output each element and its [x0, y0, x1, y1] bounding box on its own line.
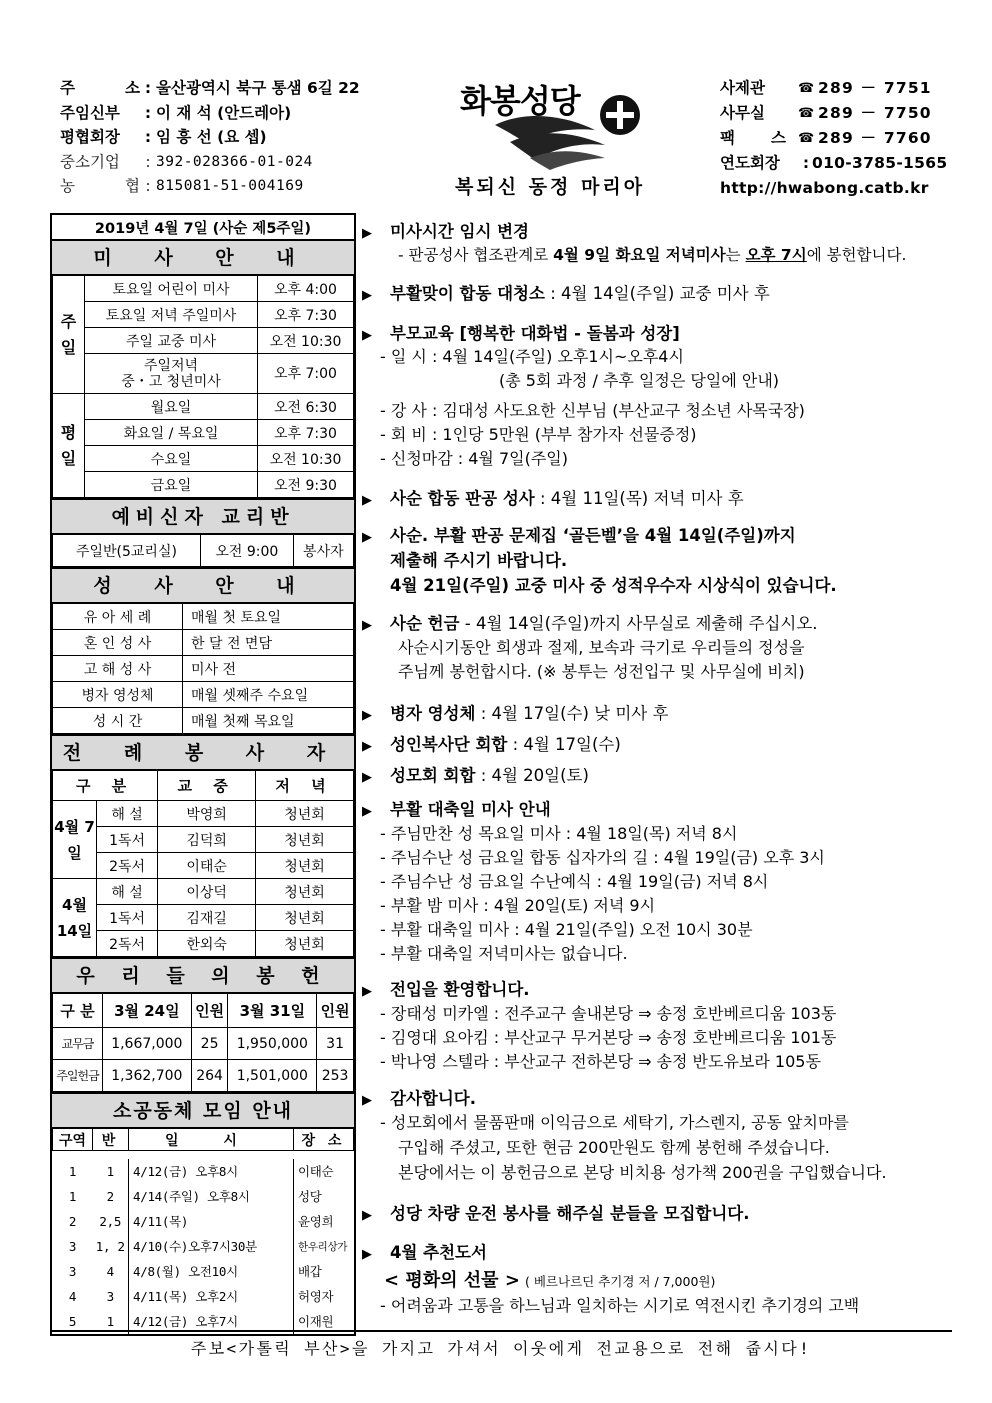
arrow-icon: ▶	[362, 739, 372, 754]
catechumen-title: 예비신자 교리반	[52, 500, 354, 534]
notice-golden-bell: ▶ 사순. 부활 판공 문제집 ‘골든벨’을 4월 14일(주일)까지	[362, 526, 796, 545]
minister-evening: 청년회	[256, 853, 354, 879]
arrow-icon: ▶	[362, 708, 372, 723]
arrow-icon: ▶	[362, 530, 372, 545]
offering-report	[50, 959, 356, 1094]
weekday-label: 평일	[53, 394, 85, 498]
notice-line: - 주님수난 성 금요일 수난예식 : 4월 19일(금) 저녁 8시	[380, 872, 769, 891]
notice-parent-education: ▶ 부모교육 [행복한 대화법 - 돌봄과 성장]	[362, 324, 680, 343]
sunday-label: 주일	[53, 276, 85, 394]
ministers-col-main: 교 중	[158, 771, 256, 801]
arrow-icon: ▶	[362, 1208, 372, 1223]
ministry-date: 4월 7일	[53, 801, 97, 879]
mass-time: 오후 4:00	[258, 276, 354, 302]
mass-time: 오후 7:30	[258, 302, 354, 328]
groups-col: 장 소	[294, 1129, 354, 1151]
notice-welcome: ▶ 전입을 환영합니다.	[362, 980, 530, 999]
arrow-icon: ▶	[362, 1093, 372, 1108]
notice-line: - 일 시 : 4월 14일(주일) 오후1시~오후4시	[380, 347, 684, 366]
catechumen-time: 오전 9:00	[200, 535, 293, 567]
bulletin-date: 2019년 4월 7일 (사순 제5주일)	[50, 213, 356, 241]
notice-line: - 김영대 요아킴 : 부산교구 무거본당 ⇒ 송정 호반베르디움 101동	[380, 1028, 837, 1047]
ministers-col-type: 구 분	[53, 771, 158, 801]
address-row: 주 소 : 울산광역시 북구 통샘 6길 22	[60, 79, 360, 97]
minister-evening: 청년회	[256, 931, 354, 957]
group-row: 1 2 4/14(주일) 오후8시 성당	[53, 1184, 354, 1209]
notice-drivers-wanted: ▶ 성당 차량 운전 봉사를 해주실 분들을 모집합니다.	[362, 1204, 750, 1223]
contact-info	[720, 76, 955, 201]
notice-recommended-book: ▶ 4월 추천도서	[362, 1243, 487, 1262]
mass-time: 오후 7:00	[258, 354, 354, 394]
arrow-icon: ▶	[362, 804, 372, 819]
catechumen-class-name: 주일반(5교리실)	[53, 535, 201, 567]
footer-message: 주보<가톨릭 부산>을 가지고 가셔서 이웃에게 전교용으로 전해 줍시다!	[190, 1339, 812, 1358]
phone-icon: ☎	[798, 106, 815, 121]
notice-thanks: ▶ 감사합니다.	[362, 1089, 476, 1108]
bank-account-row: 농 협 : 815081-51-004169	[60, 177, 304, 195]
arrow-icon: ▶	[362, 618, 372, 633]
ministers-col-evening: 저 녁	[256, 771, 354, 801]
website-link[interactable]: http://hwabong.catb.kr	[720, 179, 929, 197]
notice-line: - 박나영 스텔라 : 부산교구 전하본당 ⇒ 송정 반도유보라 105동	[380, 1052, 821, 1071]
notice-confession: ▶ 사순 합동 판공 성사 : 4월 11일(목) 저녁 미사 후	[362, 489, 744, 508]
small-community-meetings	[50, 1094, 356, 1336]
parish-info	[60, 76, 400, 199]
offering-count: 25	[191, 1028, 228, 1060]
catechumen-class	[50, 500, 356, 569]
groups-col: 일 시	[129, 1129, 294, 1151]
sacrament-when: 매월 첫째 목요일	[183, 708, 354, 734]
sacrament-name: 고 해 성 사	[53, 656, 183, 682]
group-row: 1 1 4/12(금) 오후8시 이태순	[53, 1159, 354, 1184]
sacrament-title: 성 사 안 내	[52, 569, 354, 603]
mass-name: 금요일	[85, 472, 258, 498]
offering-amount: 1,950,000	[228, 1028, 317, 1060]
offering-label: 교무금	[53, 1028, 103, 1060]
arrow-icon: ▶	[362, 328, 372, 343]
notice-lent-offering: ▶ 사순 헌금 - 4월 14일(주일)까지 사무실로 제출해 주십시오.	[362, 614, 818, 633]
offering-label: 주일헌금	[53, 1060, 103, 1092]
minister-main: 김재길	[158, 905, 256, 931]
ministers-title: 전 례 봉 사 자	[52, 736, 354, 770]
logo-title: 화봉성당	[460, 82, 580, 120]
offering-col: 3월 24일	[103, 994, 192, 1028]
notice-line: - 판공성사 협조관계로 4월 9일 화요일 저녁미사는 오후 7시에 봉헌합니다.	[398, 246, 907, 264]
parish-logo	[455, 70, 665, 205]
ministry-role: 해 설	[97, 801, 158, 827]
mass-time: 오전 10:30	[258, 446, 354, 472]
sacrament-when: 매월 셋째주 수요일	[183, 682, 354, 708]
groups-title: 소공동체 모임 안내	[52, 1094, 354, 1128]
offering-col: 3월 31일	[228, 994, 317, 1028]
notice-line: - 부활 밤 미사 : 4월 20일(토) 저녁 9시	[380, 896, 656, 915]
notice-line: - 주님만찬 성 목요일 미사 : 4월 18일(목) 저녁 8시	[380, 824, 738, 843]
ministry-role: 1독서	[97, 905, 158, 931]
offering-count: 31	[317, 1028, 354, 1060]
offering-amount: 1,362,700	[103, 1060, 192, 1092]
minister-main: 김덕희	[158, 827, 256, 853]
ministry-role: 1독서	[97, 827, 158, 853]
mass-time: 오전 6:30	[258, 394, 354, 420]
notice-line: - 부활 대축일 저녁미사는 없습니다.	[380, 944, 628, 963]
offering-col: 인원	[191, 994, 228, 1028]
arrow-icon: ▶	[362, 288, 372, 303]
website-row	[720, 176, 955, 201]
sacrament-when: 한 달 전 면담	[183, 630, 354, 656]
notice-mothers-meeting: ▶ 성모회 회합 : 4월 20일(토)	[362, 766, 589, 785]
mass-name: 화요일 / 목요일	[85, 420, 258, 446]
notice-line: - 주님수난 성 금요일 합동 십자가의 길 : 4월 19일(금) 오후 3시	[380, 848, 825, 867]
bulletin-header	[50, 70, 950, 205]
left-column	[50, 213, 356, 1336]
notice-cleaning: ▶ 부활맞이 합동 대청소 : 4월 14일(주일) 교중 미사 후	[362, 284, 770, 303]
notice-line: 4월 21일(주일) 교중 미사 중 성적우수자 시상식이 있습니다.	[390, 576, 837, 595]
catechumen-staff: 봉사자	[293, 535, 353, 567]
groups-col: 반	[93, 1129, 129, 1151]
notice-line: 제출해 주시기 바랍니다.	[390, 551, 568, 570]
ministry-date: 4월 14일	[53, 879, 97, 957]
arrow-icon: ▶	[362, 226, 372, 241]
office-phone-row: 사무실 ☎ 289 － 7750	[720, 101, 955, 126]
mass-name: 주일 교중 미사	[85, 328, 258, 354]
phone-icon: ☎	[798, 81, 815, 96]
offering-amount: 1,501,000	[228, 1060, 317, 1092]
mass-time: 오전 9:30	[258, 472, 354, 498]
mass-name: 토요일 저녁 주일미사	[85, 302, 258, 328]
mass-time: 오전 10:30	[258, 328, 354, 354]
minister-main: 이태순	[158, 853, 256, 879]
liturgy-ministers	[50, 736, 356, 959]
mass-name: 토요일 어린이 미사	[85, 276, 258, 302]
notice-line: - 강 사 : 김대성 사도요한 신부님 (부산교구 청소년 사목국장)	[380, 401, 805, 420]
sacrament-name: 성 시 간	[53, 708, 183, 734]
ministry-role: 해 설	[97, 879, 158, 905]
bank-account-row: 중소기업 : 392-028366-01-024	[60, 152, 313, 171]
fax-row: 팩 스 ☎ 289 － 7760	[720, 126, 955, 151]
pastor-row: 주임신부 : 이 재 석 (안드레아)	[60, 103, 292, 122]
notice-line: - 신청마감 : 4월 7일(주일)	[380, 449, 568, 468]
rectory-phone-row: 사제관 ☎ 289 － 7751	[720, 76, 955, 101]
minister-evening: 청년회	[256, 801, 354, 827]
notice-line: - 성모회에서 물품판매 이익금으로 세탁기, 가스렌지, 공동 앞치마를	[380, 1113, 849, 1132]
group-row: 4 3 4/11(목) 오후2시 허영자	[53, 1284, 354, 1309]
group-row: 5 1 4/12(금) 오후7시 이재원	[53, 1309, 354, 1334]
offering-col: 구 분	[53, 994, 103, 1028]
minister-main: 한외숙	[158, 931, 256, 957]
arrow-icon: ▶	[362, 984, 372, 999]
council-chair-row: 평협회장 : 임 흥 선 (요 셉)	[60, 128, 267, 146]
arrow-icon: ▶	[362, 1247, 372, 1262]
footer-divider	[50, 1330, 952, 1332]
offering-title: 우 리 들 의 봉 헌	[52, 959, 354, 993]
minister-evening: 청년회	[256, 827, 354, 853]
sacrament-name: 유 아 세 례	[53, 604, 183, 630]
logo-subtitle: 복되신 동정 마리아	[455, 176, 646, 198]
minister-evening: 청년회	[256, 879, 354, 905]
group-row: 2 2,5 4/11(목) 윤영희	[53, 1209, 354, 1234]
mass-time: 오후 7:30	[258, 420, 354, 446]
arrow-icon: ▶	[362, 770, 372, 785]
arrow-icon: ▶	[362, 493, 372, 508]
mass-name: 수요일	[85, 446, 258, 472]
ministry-role: 2독서	[97, 931, 158, 957]
sacrament-name: 병자 영성체	[53, 682, 183, 708]
notice-line: - 장태성 미카엘 : 전주교구 솔내본당 ⇒ 송정 호반베르디움 103동	[380, 1004, 837, 1023]
notice-line: - 어려움과 고통을 하느님과 일치하는 시기로 역전시킨 추기경의 고백	[380, 1296, 860, 1315]
offering-count: 253	[317, 1060, 354, 1092]
notice-easter-masses: ▶ 부활 대축일 미사 안내	[362, 800, 551, 819]
notice-line: 구입해 주셨고, 또한 현금 200만원도 함께 봉헌해 주셨습니다.	[398, 1138, 830, 1157]
mass-name: 월요일	[85, 394, 258, 420]
mass-name: 주일저녁 중・고 청년미사	[85, 354, 258, 394]
book-title-line: < 평화의 선물 > ( 베르나르딘 추기경 저 / 7,000원)	[384, 1270, 716, 1291]
minister-evening: 청년회	[256, 905, 354, 931]
notice-line: 주님께 봉헌합시다. (※ 봉투는 성전입구 및 사무실에 비치)	[398, 662, 805, 681]
group-row: 3 1, 2 4/10(수)오후7시30분 한우리상가	[53, 1234, 354, 1259]
sacrament-name: 혼 인 성 사	[53, 630, 183, 656]
notice-line: 사순시기동안 희생과 절제, 보속과 극기로 우리들의 정성을	[398, 638, 805, 657]
notice-line: - 회 비 : 1인당 5만원 (부부 참가자 선물증정)	[380, 425, 697, 444]
notice-mass-time-change: ▶ 미사시간 임시 변경	[362, 222, 530, 241]
mass-schedule-title: 미 사 안 내	[52, 241, 354, 275]
notice-sick-communion: ▶ 병자 영성체 : 4월 17일(수) 낮 미사 후	[362, 704, 669, 723]
funeral-chair-row: 연도회장 : 010-3785-1565	[720, 154, 948, 172]
groups-col: 구역	[53, 1129, 93, 1151]
sacrament-when: 미사 전	[183, 656, 354, 682]
notice-line: (총 5회 과정 / 추후 일정은 당일에 안내)	[499, 371, 780, 390]
group-row: 3 4 4/8(월) 오전10시 배갑	[53, 1259, 354, 1284]
offering-col: 인원	[317, 994, 354, 1028]
ministry-role: 2독서	[97, 853, 158, 879]
offering-count: 264	[191, 1060, 228, 1092]
mass-schedule	[50, 241, 356, 500]
offering-amount: 1,667,000	[103, 1028, 192, 1060]
phone-icon: ☎	[798, 131, 815, 146]
minister-main: 이상덕	[158, 879, 256, 905]
notice-line: - 부활 대축일 미사 : 4월 21일(주일) 오전 10시 30분	[380, 920, 753, 939]
notice-line: 본당에서는 이 봉헌금으로 본당 비치용 성가책 200권을 구입했습니다.	[398, 1163, 887, 1182]
minister-main: 박영희	[158, 801, 256, 827]
sacrament-guide	[50, 569, 356, 736]
notice-altar-servers: ▶ 성인복사단 회합 : 4월 17일(수)	[362, 735, 621, 754]
sacrament-when: 매월 첫 토요일	[183, 604, 354, 630]
